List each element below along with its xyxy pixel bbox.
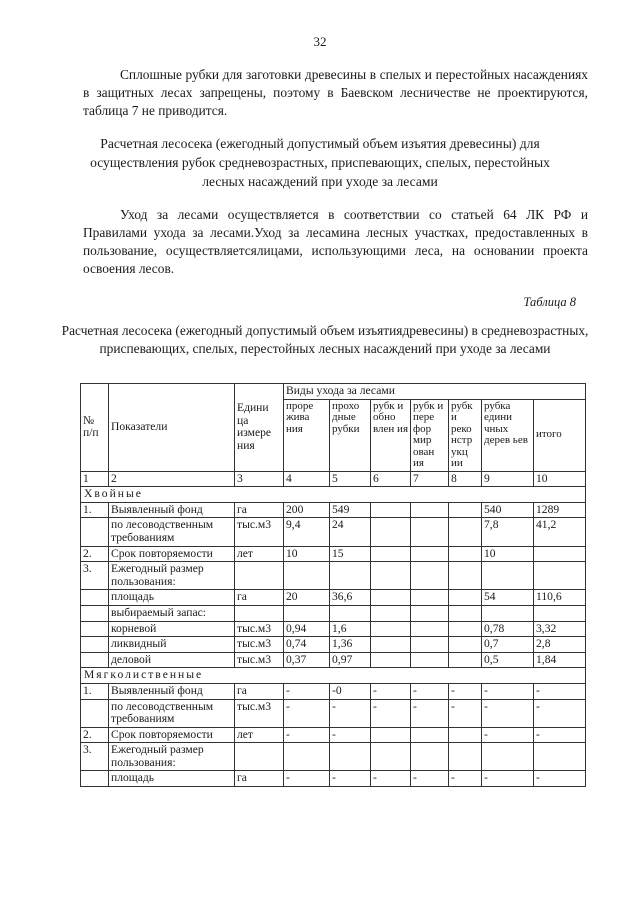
row-value: 0,97 [330,652,371,668]
table-row [81,590,586,606]
table-row [81,562,586,590]
table-row [81,637,586,653]
row-number: 3. [81,743,109,771]
row-value: 2,8 [534,637,586,653]
row-number: 2. [81,727,109,743]
row-value [449,546,482,562]
row-value [449,621,482,637]
row-number: 1. [81,683,109,699]
row-value: 0,5 [482,652,534,668]
intro-paragraph: Сплошные рубки для заготовки древесины в спелых и перестойных насаждениях в защитных лесах запрещены, поэтому в Баевском лесничестве не проектируются, таблица 7 не приводится. [83,67,588,118]
row-value: 0,94 [284,621,330,637]
row-number [81,605,109,621]
row-value [449,502,482,518]
row-unit: лет [235,727,284,743]
row-value: 200 [284,502,330,518]
header-total: итого [534,399,586,471]
row-indicator: Выявленный фонд [109,502,235,518]
row-unit [235,743,284,771]
row-value [371,502,411,518]
row-value [449,562,482,590]
row-indicator: Ежегодный размер пользования: [109,743,235,771]
row-value: - [284,727,330,743]
header-unit: Едини ца измере ния [235,384,284,472]
row-unit: тыс.м3 [235,621,284,637]
table-row [81,502,586,518]
row-value [371,518,411,546]
row-value: - [449,699,482,727]
row-unit: тыс.м3 [235,652,284,668]
row-value: - [411,683,449,699]
row-indicator: Срок повторяемости [109,546,235,562]
row-value [411,590,449,606]
row-value [411,637,449,653]
row-number: 2. [81,546,109,562]
row-value: 0,78 [482,621,534,637]
row-value [482,605,534,621]
table-title: Расчетная лесосека (ежегодный допустимый объем изъятиядревесины) в средневозрастных, приспевающих, спелых, перестойных лесных насаждений при уходе за лесами [61,323,589,356]
row-value [411,621,449,637]
row-number [81,699,109,727]
page-number: 32 [313,34,327,49]
row-value: 10 [284,546,330,562]
row-value [411,605,449,621]
row-value: 7,8 [482,518,534,546]
row-value: - [449,683,482,699]
row-value [411,562,449,590]
row-value [284,562,330,590]
row-value: - [330,699,371,727]
col-number: 7 [411,471,449,487]
table-row [81,683,586,699]
header-no: № п/п [81,384,109,472]
row-value: 9,4 [284,518,330,546]
header-indicator: Показатели [109,384,235,472]
table-label: Таблица 8 [523,295,576,309]
row-number: 1. [81,502,109,518]
row-value: 0,74 [284,637,330,653]
row-indicator: площадь [109,771,235,787]
col-number: 10 [534,471,586,487]
row-value: 10 [482,546,534,562]
row-value: - [482,683,534,699]
row-unit: тыс.м3 [235,518,284,546]
row-number [81,621,109,637]
row-value [371,637,411,653]
col-number: 9 [482,471,534,487]
row-value [534,743,586,771]
row-value [534,546,586,562]
row-value [449,518,482,546]
row-number [81,771,109,787]
col-number: 1 [81,471,109,487]
row-value: - [284,771,330,787]
row-value: 0,7 [482,637,534,653]
row-value: 110,6 [534,590,586,606]
row-indicator: ликвидный [109,637,235,653]
row-number: 3. [81,562,109,590]
row-value [411,518,449,546]
row-indicator: площадь [109,590,235,606]
table-row [81,605,586,621]
header-reconstruction: рубк и реко нстр укц ии [449,399,482,471]
allowable-cut-table [80,383,586,787]
row-value: - [330,771,371,787]
row-value: - [371,771,411,787]
row-value [411,727,449,743]
row-value [371,621,411,637]
row-number [81,518,109,546]
row-value: 1289 [534,502,586,518]
table-row [81,699,586,727]
table-row [81,727,586,743]
row-indicator: деловой [109,652,235,668]
col-number: 5 [330,471,371,487]
row-value: - [482,727,534,743]
row-value [449,605,482,621]
section-row-soft [81,668,586,684]
row-indicator: по лесоводственным требованиям [109,699,235,727]
row-number [81,637,109,653]
section-row-conifer [81,487,586,503]
row-value: -0 [330,683,371,699]
row-value [371,727,411,743]
row-value [371,652,411,668]
row-unit [235,605,284,621]
row-unit: га [235,502,284,518]
row-value [482,743,534,771]
header-single-trees: рубка едини чных дерев ьев [482,399,534,471]
row-unit: га [235,771,284,787]
row-value [482,562,534,590]
row-value: 24 [330,518,371,546]
column-number-row [81,471,586,487]
row-value: 0,37 [284,652,330,668]
row-value: - [534,727,586,743]
col-number: 6 [371,471,411,487]
col-number: 2 [109,471,235,487]
row-unit: га [235,683,284,699]
row-value [284,743,330,771]
section-heading: Расчетная лесосека (ежегодный допустимый объем изъятия древесины) для осуществления рубок средневозрастных, приспевающих, спелых, перестойных лесных насаждений при уходе за лесами [90,136,550,189]
col-number: 3 [235,471,284,487]
row-value: 1,6 [330,621,371,637]
row-value: - [411,771,449,787]
row-number [81,652,109,668]
row-value [411,502,449,518]
row-value [534,562,586,590]
row-value [411,743,449,771]
header-renewal: рубк и обно влен ия [371,399,411,471]
row-value: - [284,699,330,727]
row-value: - [411,699,449,727]
row-value [371,605,411,621]
table-row [81,652,586,668]
row-value: 36,6 [330,590,371,606]
row-indicator: корневой [109,621,235,637]
row-value: - [449,771,482,787]
row-value: 549 [330,502,371,518]
row-indicator: Срок повторяемости [109,727,235,743]
row-indicator: выбираемый запас: [109,605,235,621]
row-value: - [482,771,534,787]
row-value: 54 [482,590,534,606]
header-passage: прохо дные рубки [330,399,371,471]
row-value: 540 [482,502,534,518]
row-value [284,605,330,621]
header-reformation: рубк и пере фор мир ован ия [411,399,449,471]
table-row [81,743,586,771]
table-row [81,771,586,787]
row-value [330,605,371,621]
row-value [371,590,411,606]
header-care-types: Виды ухода за лесами [284,384,586,400]
row-value: - [534,683,586,699]
row-value [449,637,482,653]
row-value [330,562,371,590]
row-value: 41,2 [534,518,586,546]
row-value [534,605,586,621]
table-row [81,621,586,637]
row-value: - [482,699,534,727]
row-number [81,590,109,606]
row-value: - [284,683,330,699]
row-unit: га [235,590,284,606]
col-number: 8 [449,471,482,487]
table-row [81,546,586,562]
row-value: 20 [284,590,330,606]
row-value [371,546,411,562]
row-value [449,727,482,743]
row-value: - [534,699,586,727]
row-value [411,652,449,668]
row-value: - [534,771,586,787]
row-unit: тыс.м3 [235,637,284,653]
row-value: 1,84 [534,652,586,668]
header-thinning: проре жива ния [284,399,330,471]
row-value: - [330,727,371,743]
section-title-conifer: Хвойные [81,487,586,503]
row-indicator: Выявленный фонд [109,683,235,699]
row-indicator: Ежегодный размер пользования: [109,562,235,590]
row-value [411,546,449,562]
row-value [449,652,482,668]
care-paragraph: Уход за лесами осуществляется в соответствии со статьей 64 ЛК РФ и Правилами ухода за лесами.Уход за лесамина лесных участках, предоставленных в пользование, осуществляетсялицами, использующими леса, на основании проекта освоения лесов. [83,207,588,276]
row-value: 3,32 [534,621,586,637]
row-value: - [371,699,411,727]
row-value: - [371,683,411,699]
row-value [330,743,371,771]
row-indicator: по лесоводственным требованиям [109,518,235,546]
row-value [449,743,482,771]
section-title-soft: Мягколиственные [81,668,586,684]
row-unit: лет [235,546,284,562]
row-value [449,590,482,606]
row-value: 15 [330,546,371,562]
row-unit: тыс.м3 [235,699,284,727]
table-row [81,518,586,546]
row-value [371,562,411,590]
col-number: 4 [284,471,330,487]
row-value [371,743,411,771]
table-header-row [81,384,586,400]
row-unit [235,562,284,590]
row-value: 1,36 [330,637,371,653]
